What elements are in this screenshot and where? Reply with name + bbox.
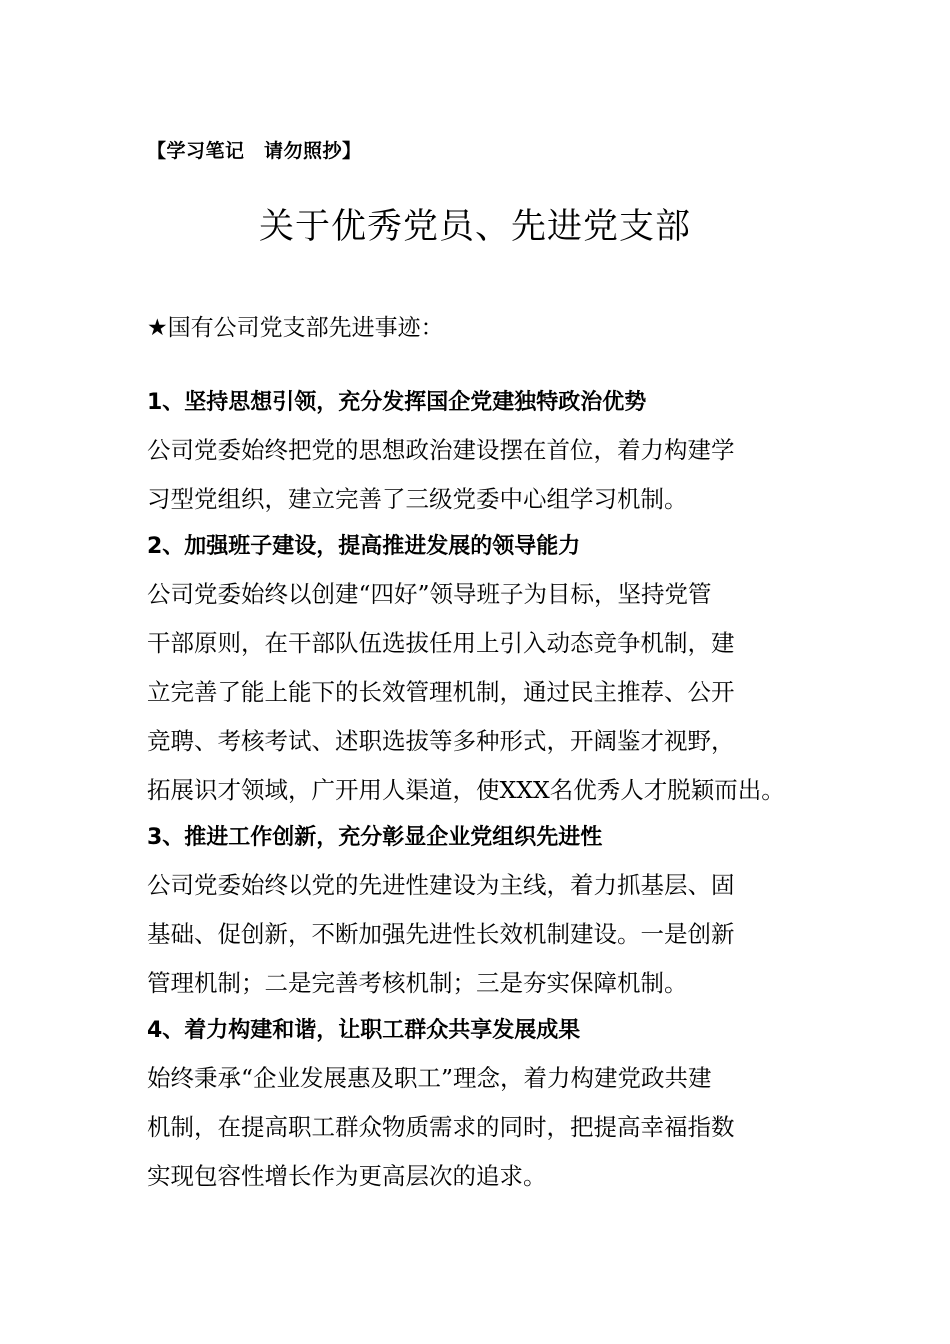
section-paragraph-3 <box>147 861 819 1008</box>
section-paragraph-4 <box>147 1054 819 1201</box>
paragraph-line: 实现包容性增长作为更高层次的追求。 <box>147 1162 547 1190</box>
paragraph-line: 干部原则，在干部队伍选拔任用上引入动态竞争机制，建 <box>147 629 735 657</box>
section-paragraph-1 <box>147 426 819 524</box>
section-paragraph-2 <box>147 570 819 815</box>
paragraph-line: 立完善了能上能下的长效管理机制，通过民主推荐、公开 <box>147 678 735 706</box>
section-heading-1: 1、坚持思想引领，充分发挥国企党建独特政治优势 <box>147 390 647 415</box>
section-heading-2: 2、加强班子建设，提高推进发展的领导能力 <box>147 534 581 559</box>
study-note-label: 【学习笔记 请勿照抄】 <box>147 140 362 162</box>
paragraph-line: 习型党组织，建立完善了三级党委中心组学习机制。 <box>147 485 688 513</box>
page-title: 关于优秀党员、先进党支部 <box>258 207 691 247</box>
paragraph-line: 公司党委始终以党的先进性建设为主线，着力抓基层、固 <box>147 871 735 899</box>
document-body <box>147 380 819 1201</box>
intro-heading: ★国有公司党支部先进事迹： <box>147 315 444 341</box>
paragraph-line: 竞聘、考核考试、述职选拔等多种形式，开阔鉴才视野， <box>147 727 735 755</box>
paragraph-line: 管理机制；二是完善考核机制；三是夯实保障机制。 <box>147 969 688 997</box>
paragraph-line: 拓展识才领域，广开用人渠道，使XXX名优秀人才脱颖而出。 <box>147 776 785 804</box>
paragraph-line: 机制，在提高职工群众物质需求的同时，把提高幸福指数 <box>147 1113 735 1141</box>
section-heading-3: 3、推进工作创新，充分彰显企业党组织先进性 <box>147 825 603 850</box>
paragraph-line: 公司党委始终以创建“四好”领导班子为目标，坚持党管 <box>147 580 712 608</box>
paragraph-line: 公司党委始终把党的思想政治建设摆在首位，着力构建学 <box>147 436 735 464</box>
section-heading-4: 4、着力构建和谐，让职工群众共享发展成果 <box>147 1018 581 1043</box>
paragraph-line: 基础、促创新，不断加强先进性长效机制建设。一是创新 <box>147 920 735 948</box>
paragraph-line: 始终秉承“企业发展惠及职工”理念，着力构建党政共建 <box>147 1064 712 1092</box>
